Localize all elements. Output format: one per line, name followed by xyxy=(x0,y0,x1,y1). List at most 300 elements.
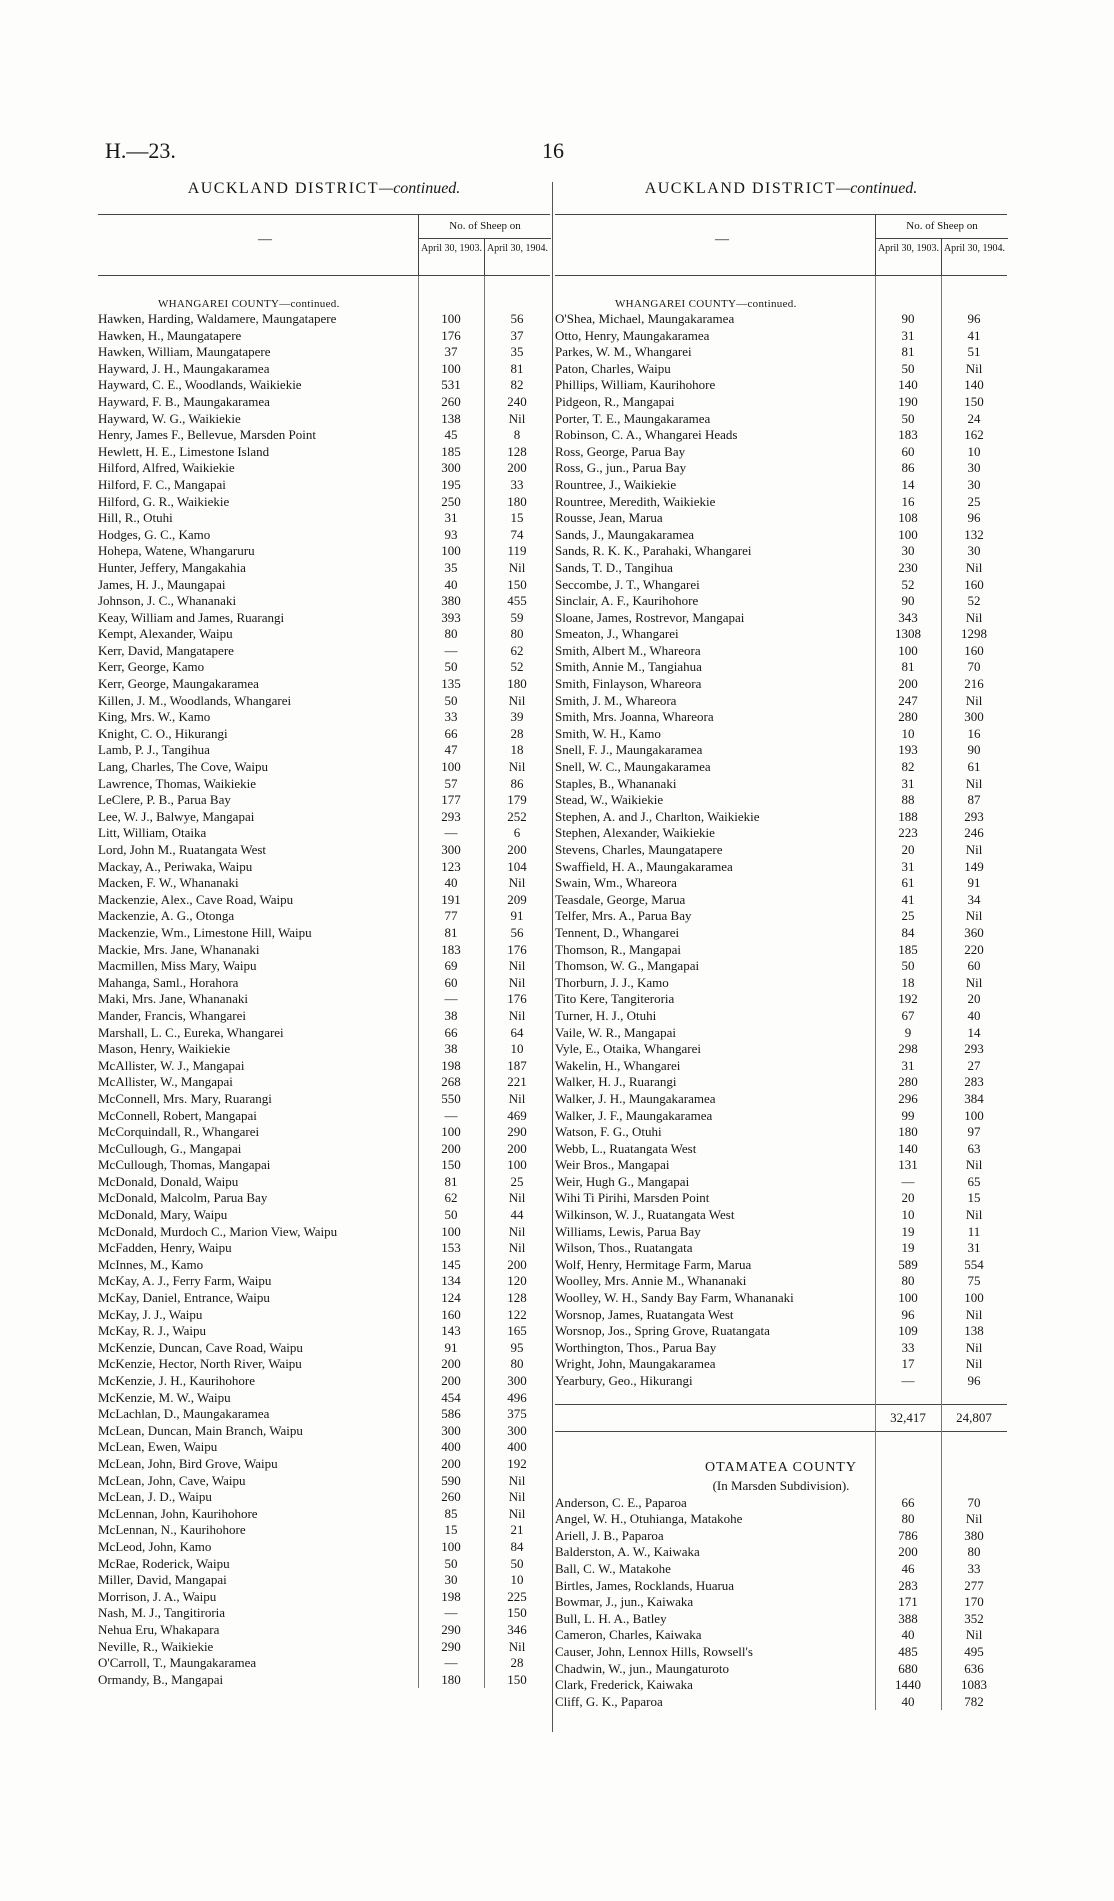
sheep-1903: 40 xyxy=(901,1627,915,1643)
sheep-1903: 143 xyxy=(441,1323,461,1339)
holder-name: Bull, L. H. A., Batley xyxy=(555,1610,667,1626)
holder-name: Smith, Annie M., Tangiahua xyxy=(555,659,702,675)
sheep-1904: 25 xyxy=(967,493,981,509)
sheep-1904: Nil xyxy=(965,1207,983,1223)
holder-name: Nash, M. J., Tangitiroria xyxy=(98,1605,226,1621)
holder-name: O'Shea, Michael, Maungakaramea xyxy=(555,311,735,326)
table-row xyxy=(555,958,1007,975)
holder-name: Litt, William, Otaika xyxy=(98,825,207,841)
table-row xyxy=(555,1058,1007,1075)
sheep-1904: 165 xyxy=(507,1323,527,1339)
holder-name: Nehua Eru, Whakapara xyxy=(98,1621,220,1637)
table-row xyxy=(98,361,550,378)
table-row xyxy=(555,1025,1007,1042)
table-row xyxy=(98,776,550,793)
table-row xyxy=(555,1661,1007,1678)
sheep-1904: 636 xyxy=(964,1660,984,1676)
table-row xyxy=(98,560,550,577)
holder-name: LeClere, P. B., Parua Bay xyxy=(98,792,231,808)
holder-name: Cliff, G. K., Paparoa xyxy=(555,1693,663,1709)
table-row xyxy=(98,427,550,444)
holder-name: Rountree, J., Waikiekie xyxy=(555,476,677,492)
sheep-1904: 96 xyxy=(967,1373,981,1388)
table-row xyxy=(98,411,550,428)
sheep-1903: 31 xyxy=(901,1057,915,1073)
holder-name: Macmillen, Miss Mary, Waipu xyxy=(98,958,257,974)
sheep-1903: 66 xyxy=(444,1024,458,1040)
sheep-1903: 33 xyxy=(901,1339,915,1355)
table-row xyxy=(98,859,550,876)
sheep-1904: Nil xyxy=(508,1489,526,1505)
sheep-1904: 128 xyxy=(507,1290,527,1306)
holder-name: Woolley, Mrs. Annie M., Whananaki xyxy=(555,1273,747,1289)
sheep-1904: 74 xyxy=(510,526,524,542)
table-row xyxy=(555,759,1007,776)
holder-name: Mander, Francis, Whangarei xyxy=(98,1007,246,1023)
holder-name: Neville, R., Waikiekie xyxy=(98,1638,214,1654)
sheep-1903: 84 xyxy=(901,924,915,940)
sheep-1904: 290 xyxy=(507,1124,527,1140)
sheep-1903: 50 xyxy=(444,659,458,675)
table-row xyxy=(555,1041,1007,1058)
sheep-1903: 100 xyxy=(441,759,461,775)
sheep-1903: 280 xyxy=(898,1074,918,1090)
table-row xyxy=(98,1373,550,1390)
district-continued: —continued. xyxy=(378,180,461,197)
table-row xyxy=(98,1622,550,1639)
table-row xyxy=(98,809,550,826)
district-title xyxy=(98,180,550,200)
sheep-1904: 187 xyxy=(507,1057,527,1073)
table-row xyxy=(555,1307,1007,1324)
sheep-1903: 90 xyxy=(901,311,915,326)
sheep-1904: 375 xyxy=(507,1406,527,1422)
sheep-1903: 31 xyxy=(444,510,458,526)
sheep-1904: 293 xyxy=(964,808,984,824)
sheep-1904: 21 xyxy=(510,1522,524,1538)
holder-name: McCullough, Thomas, Mangapai xyxy=(98,1157,271,1173)
table-row xyxy=(555,1257,1007,1274)
sheep-1904: 96 xyxy=(967,510,981,526)
sheep-1903: 586 xyxy=(441,1406,461,1422)
holder-name: Johnson, J. C., Whananaki xyxy=(98,593,237,609)
sheep-1904: Nil xyxy=(508,1190,526,1206)
district-continued: —continued. xyxy=(835,180,918,197)
column-divider xyxy=(552,182,553,1732)
table-row xyxy=(98,1340,550,1357)
sheep-1904: Nil xyxy=(965,908,983,924)
sheep-1903: 50 xyxy=(444,692,458,708)
sheep-1903: 223 xyxy=(898,825,918,841)
table-row xyxy=(98,1091,550,1108)
table-row xyxy=(555,1644,1007,1661)
sheep-1903: 38 xyxy=(444,1007,458,1023)
sheep-1904: 150 xyxy=(507,576,527,592)
sheep-1904: 27 xyxy=(967,1057,981,1073)
sheep-1903: 60 xyxy=(444,974,458,990)
sheep-1904: 91 xyxy=(967,875,981,891)
table-row xyxy=(98,1257,550,1274)
sheep-1903: 180 xyxy=(441,1671,461,1687)
holder-name: McDonald, Malcolm, Parua Bay xyxy=(98,1190,268,1206)
holder-name: Ball, C. W., Matakohe xyxy=(555,1560,671,1576)
sheep-1904: 18 xyxy=(510,742,524,758)
table-row xyxy=(555,494,1007,511)
sheep-1904: Nil xyxy=(965,559,983,575)
holder-name: Phillips, William, Kaurihohore xyxy=(555,377,716,393)
sheep-1903: — xyxy=(444,991,458,1007)
sheep-1903: 200 xyxy=(441,1356,461,1372)
sheep-1903: 550 xyxy=(441,1090,461,1106)
holder-name: Seccombe, J. T., Whangarei xyxy=(555,576,700,592)
holder-name: McCullough, G., Mangapai xyxy=(98,1140,242,1156)
holder-name: McLennan, N., Kaurihohore xyxy=(98,1522,246,1538)
sheep-1904: 52 xyxy=(967,593,981,609)
sheep-1903: 100 xyxy=(441,1223,461,1239)
sheep-1903: 200 xyxy=(898,676,918,692)
sheep-1903: 15 xyxy=(444,1522,458,1538)
sheep-1903: 20 xyxy=(901,842,915,857)
sheep-1903: 40 xyxy=(444,576,458,592)
sheep-1903: 185 xyxy=(441,443,461,459)
holder-name: McRae, Roderick, Waipu xyxy=(98,1555,230,1571)
sheep-1904: Nil xyxy=(965,1157,983,1173)
table-row xyxy=(555,659,1007,676)
sheep-1903: 786 xyxy=(898,1527,918,1543)
sheep-1903: — xyxy=(444,1107,458,1123)
sheep-1903: 38 xyxy=(444,1041,458,1057)
holder-name: Smith, Albert M., Whareora xyxy=(555,642,701,658)
table-row xyxy=(98,1174,550,1191)
sheep-1903: 30 xyxy=(901,543,915,559)
sheep-1903: 191 xyxy=(441,891,461,907)
table-row xyxy=(555,1224,1007,1241)
table-row xyxy=(98,693,550,710)
sheep-1904: Nil xyxy=(508,1090,526,1106)
left-column xyxy=(98,180,550,1688)
holder-name: Hayward, W. G., Waikiekie xyxy=(98,410,241,426)
sheep-1903: 100 xyxy=(441,360,461,376)
sheep-1903: 176 xyxy=(441,327,461,343)
holder-name: Hawken, H., Maungatapere xyxy=(98,327,242,343)
table-row xyxy=(98,344,550,361)
holder-name: Lang, Charles, The Cove, Waipu xyxy=(98,759,268,775)
sheep-1904: 192 xyxy=(507,1455,527,1471)
sheep-1904: 240 xyxy=(507,393,527,409)
sheep-1904: Nil xyxy=(965,1356,983,1372)
table-row xyxy=(98,377,550,394)
holder-name: Clark, Frederick, Kaiwaka xyxy=(555,1677,693,1693)
table-row xyxy=(555,991,1007,1008)
sheep-1904: 160 xyxy=(964,576,984,592)
sheep-1904: 200 xyxy=(507,1140,527,1156)
table-row xyxy=(98,991,550,1008)
holder-name: Smith, Finlayson, Whareora xyxy=(555,676,702,692)
sheep-1904: 209 xyxy=(507,891,527,907)
table-row xyxy=(98,659,550,676)
table-row xyxy=(555,1511,1007,1528)
holder-name: Kerr, George, Kamo xyxy=(98,659,205,675)
holder-name: Chadwin, W., jun., Maungaturoto xyxy=(555,1660,730,1676)
sheep-1904: 20 xyxy=(967,991,981,1007)
left-table xyxy=(98,276,550,1688)
col-1904-header: April 30, 1904. xyxy=(941,238,1007,275)
sheep-1904: 180 xyxy=(507,676,527,692)
table-row xyxy=(555,1290,1007,1307)
name-column-dash: — xyxy=(715,232,729,247)
table-row xyxy=(555,1594,1007,1611)
table-row xyxy=(555,1141,1007,1158)
sheep-1903: 40 xyxy=(444,875,458,891)
holder-name: McKenzie, Duncan, Cave Road, Waipu xyxy=(98,1339,303,1355)
holder-name: McDonald, Murdoch C., Marion View, Waipu xyxy=(98,1223,338,1239)
holder-name: Smith, Mrs. Joanna, Whareora xyxy=(555,709,714,725)
table-row xyxy=(98,1556,550,1573)
table-row xyxy=(98,1639,550,1656)
holder-name: McFadden, Henry, Waipu xyxy=(98,1240,232,1256)
sheep-1904: 782 xyxy=(964,1693,984,1709)
sheep-1904: 31 xyxy=(967,1240,981,1256)
sheep-1903: 300 xyxy=(441,460,461,476)
sheep-1904: Nil xyxy=(965,360,983,376)
sheep-1904: 80 xyxy=(967,1544,981,1560)
sheep-1903: 177 xyxy=(441,792,461,808)
holder-name: Yearbury, Geo., Hikurangi xyxy=(555,1373,693,1388)
table-row xyxy=(98,543,550,560)
table-row xyxy=(555,1373,1007,1390)
sheep-1903: 140 xyxy=(898,377,918,393)
holder-name: Hilford, Alfred, Waikiekie xyxy=(98,460,235,476)
table-row xyxy=(98,510,550,527)
table-row xyxy=(555,742,1007,759)
holder-name: Pidgeon, R., Mangapai xyxy=(555,393,675,409)
sheep-1903: 198 xyxy=(441,1057,461,1073)
holder-name: Hunter, Jeffery, Mangakahia xyxy=(98,559,246,575)
sheep-1904: 132 xyxy=(964,526,984,542)
sheep-1903: 300 xyxy=(441,1422,461,1438)
holder-name: Otto, Henry, Maungakaramea xyxy=(555,327,710,343)
holder-name: Parkes, W. M., Whangarei xyxy=(555,344,692,360)
sheep-1903: 25 xyxy=(901,908,915,924)
sheep-1903: 100 xyxy=(441,311,461,326)
table-row xyxy=(98,1190,550,1207)
holder-name: Wolf, Henry, Hermitage Farm, Marua xyxy=(555,1256,752,1272)
sheep-1903: 81 xyxy=(444,1173,458,1189)
table-row xyxy=(555,1694,1007,1711)
table-row xyxy=(555,361,1007,378)
sheep-1904: 100 xyxy=(964,1290,984,1306)
holder-name: James, H. J., Maungapai xyxy=(98,576,226,592)
table-row xyxy=(555,394,1007,411)
holder-name: Lee, W. J., Balwye, Mangapai xyxy=(98,808,255,824)
sheep-1903: 96 xyxy=(901,1306,915,1322)
table-row xyxy=(555,1578,1007,1595)
holder-name: McLean, John, Bird Grove, Waipu xyxy=(98,1455,278,1471)
total-1904: 24,807 xyxy=(956,1409,992,1425)
table-row xyxy=(98,1423,550,1440)
table-row xyxy=(555,1677,1007,1694)
table-row xyxy=(555,693,1007,710)
table-row xyxy=(98,643,550,660)
table-row xyxy=(98,1025,550,1042)
table-row xyxy=(98,1390,550,1407)
table-row xyxy=(98,494,550,511)
holder-name: Worthington, Thos., Parua Bay xyxy=(555,1339,717,1355)
sheep-1903: 393 xyxy=(441,609,461,625)
holder-name: Wilson, Thos., Ruatangata xyxy=(555,1240,693,1256)
right-rows xyxy=(555,311,1007,1390)
sheep-1904: 90 xyxy=(967,742,981,758)
sheep-1904: 56 xyxy=(510,924,524,940)
sheep-1903: 260 xyxy=(441,1489,461,1505)
holder-name: Birtles, James, Rocklands, Huarua xyxy=(555,1577,735,1593)
table-row xyxy=(98,892,550,909)
table-row xyxy=(98,1273,550,1290)
holder-name: Stephen, Alexander, Waikiekie xyxy=(555,825,715,841)
sheep-1904: 120 xyxy=(507,1273,527,1289)
sheep-1904: 554 xyxy=(964,1256,984,1272)
holder-name: Thomson, R., Mangapai xyxy=(555,941,682,957)
sheep-1904: Nil xyxy=(508,1505,526,1521)
sheep-1904: 63 xyxy=(967,1140,981,1156)
sheep-1904: Nil xyxy=(965,775,983,791)
sheep-1904: 221 xyxy=(507,1074,527,1090)
sheep-1904: 40 xyxy=(967,1007,981,1023)
sheep-1904: 293 xyxy=(964,1041,984,1057)
table-row xyxy=(555,1091,1007,1108)
sheep-1903: 296 xyxy=(898,1090,918,1106)
table-row xyxy=(555,328,1007,345)
table-row xyxy=(98,975,550,992)
holder-name: Killen, J. M., Woodlands, Whangarei xyxy=(98,692,292,708)
sheep-1904: Nil xyxy=(965,842,983,857)
holder-name: Hayward, J. H., Maungakaramea xyxy=(98,360,270,376)
table-row xyxy=(98,1473,550,1490)
table-row xyxy=(98,742,550,759)
holder-name: McLachlan, D., Maungakaramea xyxy=(98,1406,270,1422)
table-row xyxy=(98,942,550,959)
sheep-1903: 10 xyxy=(901,1207,915,1223)
holder-name: Telfer, Mrs. A., Parua Bay xyxy=(555,908,692,924)
holder-name: Turner, H. J., Otuhi xyxy=(555,1007,657,1023)
sheep-1903: 268 xyxy=(441,1074,461,1090)
sheep-1904: Nil xyxy=(965,1306,983,1322)
sheep-1904: Nil xyxy=(508,692,526,708)
table-row xyxy=(98,577,550,594)
sheep-1903: 77 xyxy=(444,908,458,924)
table-row xyxy=(98,1323,550,1340)
table-row xyxy=(555,1008,1007,1025)
table-row xyxy=(555,1356,1007,1373)
sheep-1904: 81 xyxy=(510,360,524,376)
sheep-1903: 80 xyxy=(901,1273,915,1289)
sheep-1904: 91 xyxy=(510,908,524,924)
sheep-1903: 31 xyxy=(901,858,915,874)
holder-name: Swain, Wm., Whareora xyxy=(555,875,677,891)
sheep-1904: 84 xyxy=(510,1538,524,1554)
sheep-1904: 8 xyxy=(513,427,521,443)
sheep-1904: 96 xyxy=(967,311,981,326)
table-row xyxy=(98,1539,550,1556)
holder-name: Hilford, F. C., Mangapai xyxy=(98,476,226,492)
sheep-1903: 185 xyxy=(898,941,918,957)
table-row xyxy=(98,1074,550,1091)
table-row xyxy=(555,643,1007,660)
holder-name: Sands, R. K. K., Parahaki, Whangarei xyxy=(555,543,752,559)
sheep-1903: 19 xyxy=(901,1223,915,1239)
holder-name: McKay, Daniel, Entrance, Waipu xyxy=(98,1290,270,1306)
sheep-1903: 188 xyxy=(898,808,918,824)
sheep-1904: 277 xyxy=(964,1577,984,1593)
section-heading: WHANGAREI COUNTY—continued. xyxy=(615,298,797,310)
table-row xyxy=(98,825,550,842)
table-row xyxy=(98,394,550,411)
holder-name: Cameron, Charles, Kaiwaka xyxy=(555,1627,702,1643)
district-name: AUCKLAND DISTRICT xyxy=(187,180,379,197)
sheep-1904: 65 xyxy=(967,1173,981,1189)
sheep-1903: 52 xyxy=(901,576,915,592)
sheep-1903: 66 xyxy=(901,1494,915,1510)
holder-name: Paton, Charles, Waipu xyxy=(555,360,671,376)
table-row xyxy=(98,1307,550,1324)
sheep-1904: 80 xyxy=(510,626,524,642)
sheep-1903: 50 xyxy=(444,1207,458,1223)
table-row xyxy=(555,477,1007,494)
sheep-1904: 176 xyxy=(507,991,527,1007)
sheep-1903: 400 xyxy=(441,1439,461,1455)
sheep-1904: 44 xyxy=(510,1207,524,1223)
holder-name: Lawrence, Thomas, Waikiekie xyxy=(98,775,257,791)
sheep-1903: 153 xyxy=(441,1240,461,1256)
table-row xyxy=(555,510,1007,527)
sheep-1903: 138 xyxy=(441,410,461,426)
sheep-1904: 37 xyxy=(510,327,524,343)
holder-name: Mackenzie, A. G., Otonga xyxy=(98,908,235,924)
sheep-1904: 64 xyxy=(510,1024,524,1040)
sheep-1903: 171 xyxy=(898,1594,918,1610)
table-row xyxy=(555,1124,1007,1141)
sheep-1904: 1083 xyxy=(961,1677,987,1693)
table-row xyxy=(98,1506,550,1523)
table-row xyxy=(98,1456,550,1473)
table-row xyxy=(98,908,550,925)
table-row xyxy=(555,1273,1007,1290)
holder-name: McConnell, Mrs. Mary, Ruarangi xyxy=(98,1090,272,1106)
sheep-1903: 67 xyxy=(901,1007,915,1023)
holder-name: Ross, George, Parua Bay xyxy=(555,443,686,459)
holder-name: Walker, J. H., Maungakaramea xyxy=(555,1090,716,1106)
sheep-1903: 50 xyxy=(901,360,915,376)
holder-name: Sands, J., Maungakaramea xyxy=(555,526,694,542)
sheep-1904: Nil xyxy=(508,410,526,426)
sheep-1904: 400 xyxy=(507,1439,527,1455)
sheep-1903: 108 xyxy=(898,510,918,526)
sheep-1903: 195 xyxy=(441,476,461,492)
sheep-1904: 150 xyxy=(507,1605,527,1621)
table-row xyxy=(98,1655,550,1672)
sheep-1903: 91 xyxy=(444,1339,458,1355)
sheep-1903: 66 xyxy=(444,725,458,741)
holder-name: Mahanga, Saml., Horahora xyxy=(98,974,239,990)
sheep-1904: 33 xyxy=(967,1560,981,1576)
sheep-1904: 56 xyxy=(510,311,524,326)
table-header xyxy=(555,214,1007,276)
table-row xyxy=(555,709,1007,726)
holder-name: Hawken, Harding, Waldamere, Maungatapere xyxy=(98,311,337,326)
sheep-count-header: No. of Sheep on xyxy=(875,215,1008,239)
sheep-1904: Nil xyxy=(965,1339,983,1355)
sheep-1904: 179 xyxy=(507,792,527,808)
